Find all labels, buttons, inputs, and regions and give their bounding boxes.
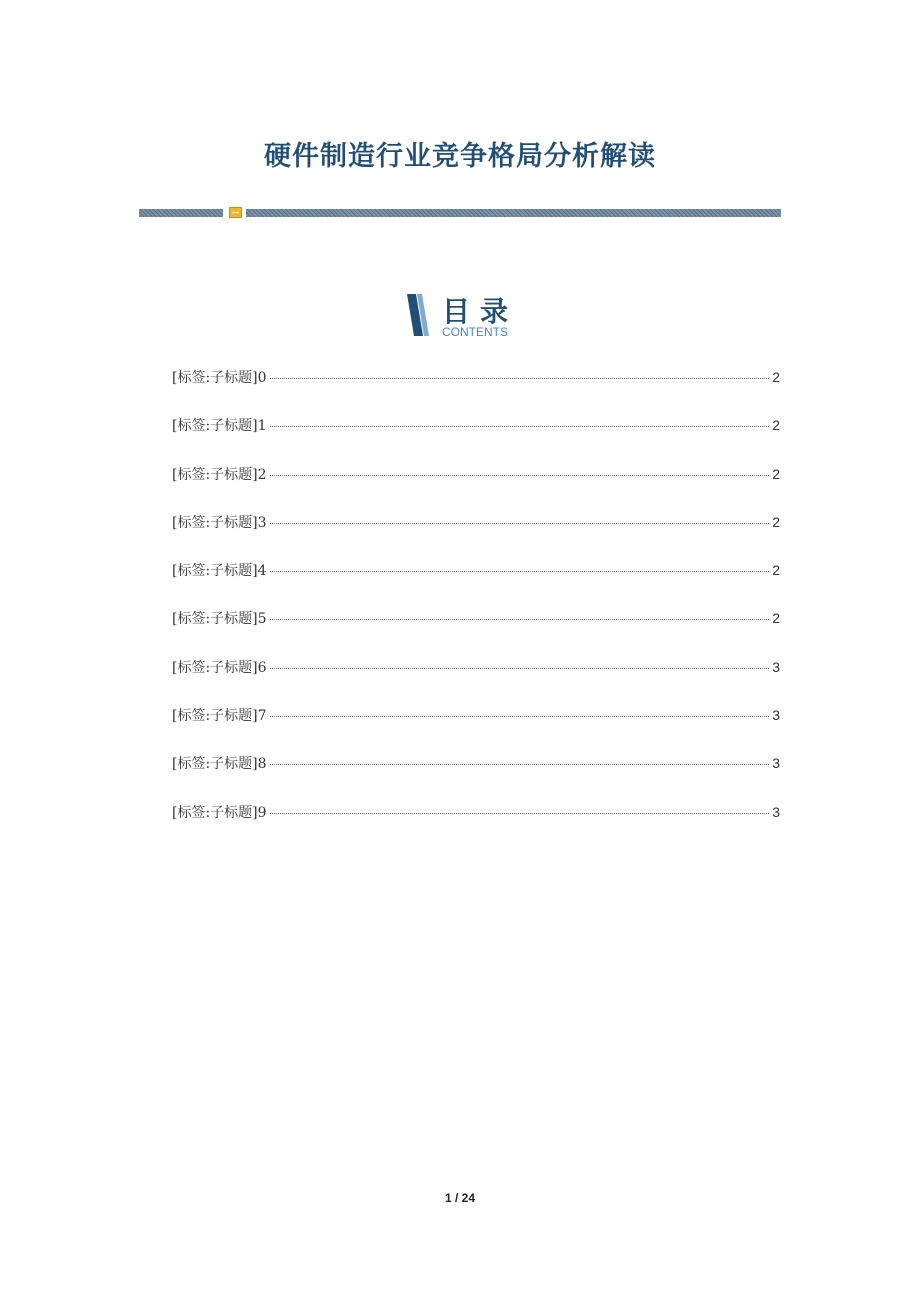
toc-item[interactable] [172, 608, 780, 656]
toc-dot-leader [270, 378, 770, 379]
toc-item-page: 3 [772, 707, 780, 724]
toc-item-page: 2 [772, 562, 780, 579]
header-rule-right-bar [246, 209, 781, 217]
toc-item[interactable] [172, 415, 780, 463]
toc-dot-leader [270, 716, 770, 717]
toc-item-page: 3 [772, 755, 780, 772]
toc-item[interactable] [172, 367, 780, 415]
document-emblem-icon [229, 207, 242, 218]
toc-item-label: [标签:子标题]6 [172, 659, 267, 676]
header-rule-left-bar [139, 209, 223, 217]
toc-dot-leader [270, 571, 770, 572]
toc-heading [404, 294, 534, 342]
toc-dot-leader [270, 475, 770, 476]
toc-item[interactable] [172, 464, 780, 512]
toc-item-label: [标签:子标题]8 [172, 756, 267, 773]
toc-item[interactable] [172, 560, 780, 608]
page-indicator: 1 / 24 [444, 1191, 476, 1205]
header-rule [139, 207, 781, 219]
toc-dot-leader [270, 764, 770, 765]
toc-item-page: 3 [772, 658, 780, 675]
toc-item-label: [标签:子标题]3 [172, 514, 267, 531]
blue-slash-mark-icon [404, 294, 434, 338]
toc-item-label: [标签:子标题]7 [172, 708, 267, 725]
toc-item[interactable] [172, 512, 780, 560]
toc-item[interactable] [172, 753, 780, 801]
toc-heading-en: CONTENTS [442, 325, 508, 339]
toc-item-page: 2 [772, 465, 780, 482]
toc-item-page: 2 [772, 513, 780, 530]
toc-dot-leader [270, 813, 770, 814]
toc-dot-leader [270, 668, 770, 669]
toc-heading-cn: 目录 [442, 295, 519, 328]
document-title: 硬件制造行业竞争格局分析解读 [264, 141, 656, 173]
toc-dot-leader [270, 619, 770, 620]
toc-item-label: [标签:子标题]5 [172, 611, 267, 628]
toc-item[interactable] [172, 705, 780, 753]
toc-item-label: [标签:子标题]4 [172, 563, 267, 580]
toc-item[interactable] [172, 657, 780, 705]
toc-dot-leader [270, 523, 770, 524]
toc-item-page: 2 [772, 369, 780, 385]
toc-dot-leader [270, 426, 770, 427]
toc-item-label: [标签:子标题]9 [172, 804, 267, 821]
toc-item-label: [标签:子标题]1 [172, 418, 267, 435]
toc-item[interactable] [172, 802, 780, 850]
toc-list [172, 367, 780, 850]
toc-item-page: 2 [772, 610, 780, 627]
toc-item-label: [标签:子标题]2 [172, 466, 267, 483]
toc-item-page: 2 [772, 417, 780, 434]
toc-item-page: 3 [772, 803, 780, 820]
toc-item-label: [标签:子标题]0 [172, 370, 267, 386]
